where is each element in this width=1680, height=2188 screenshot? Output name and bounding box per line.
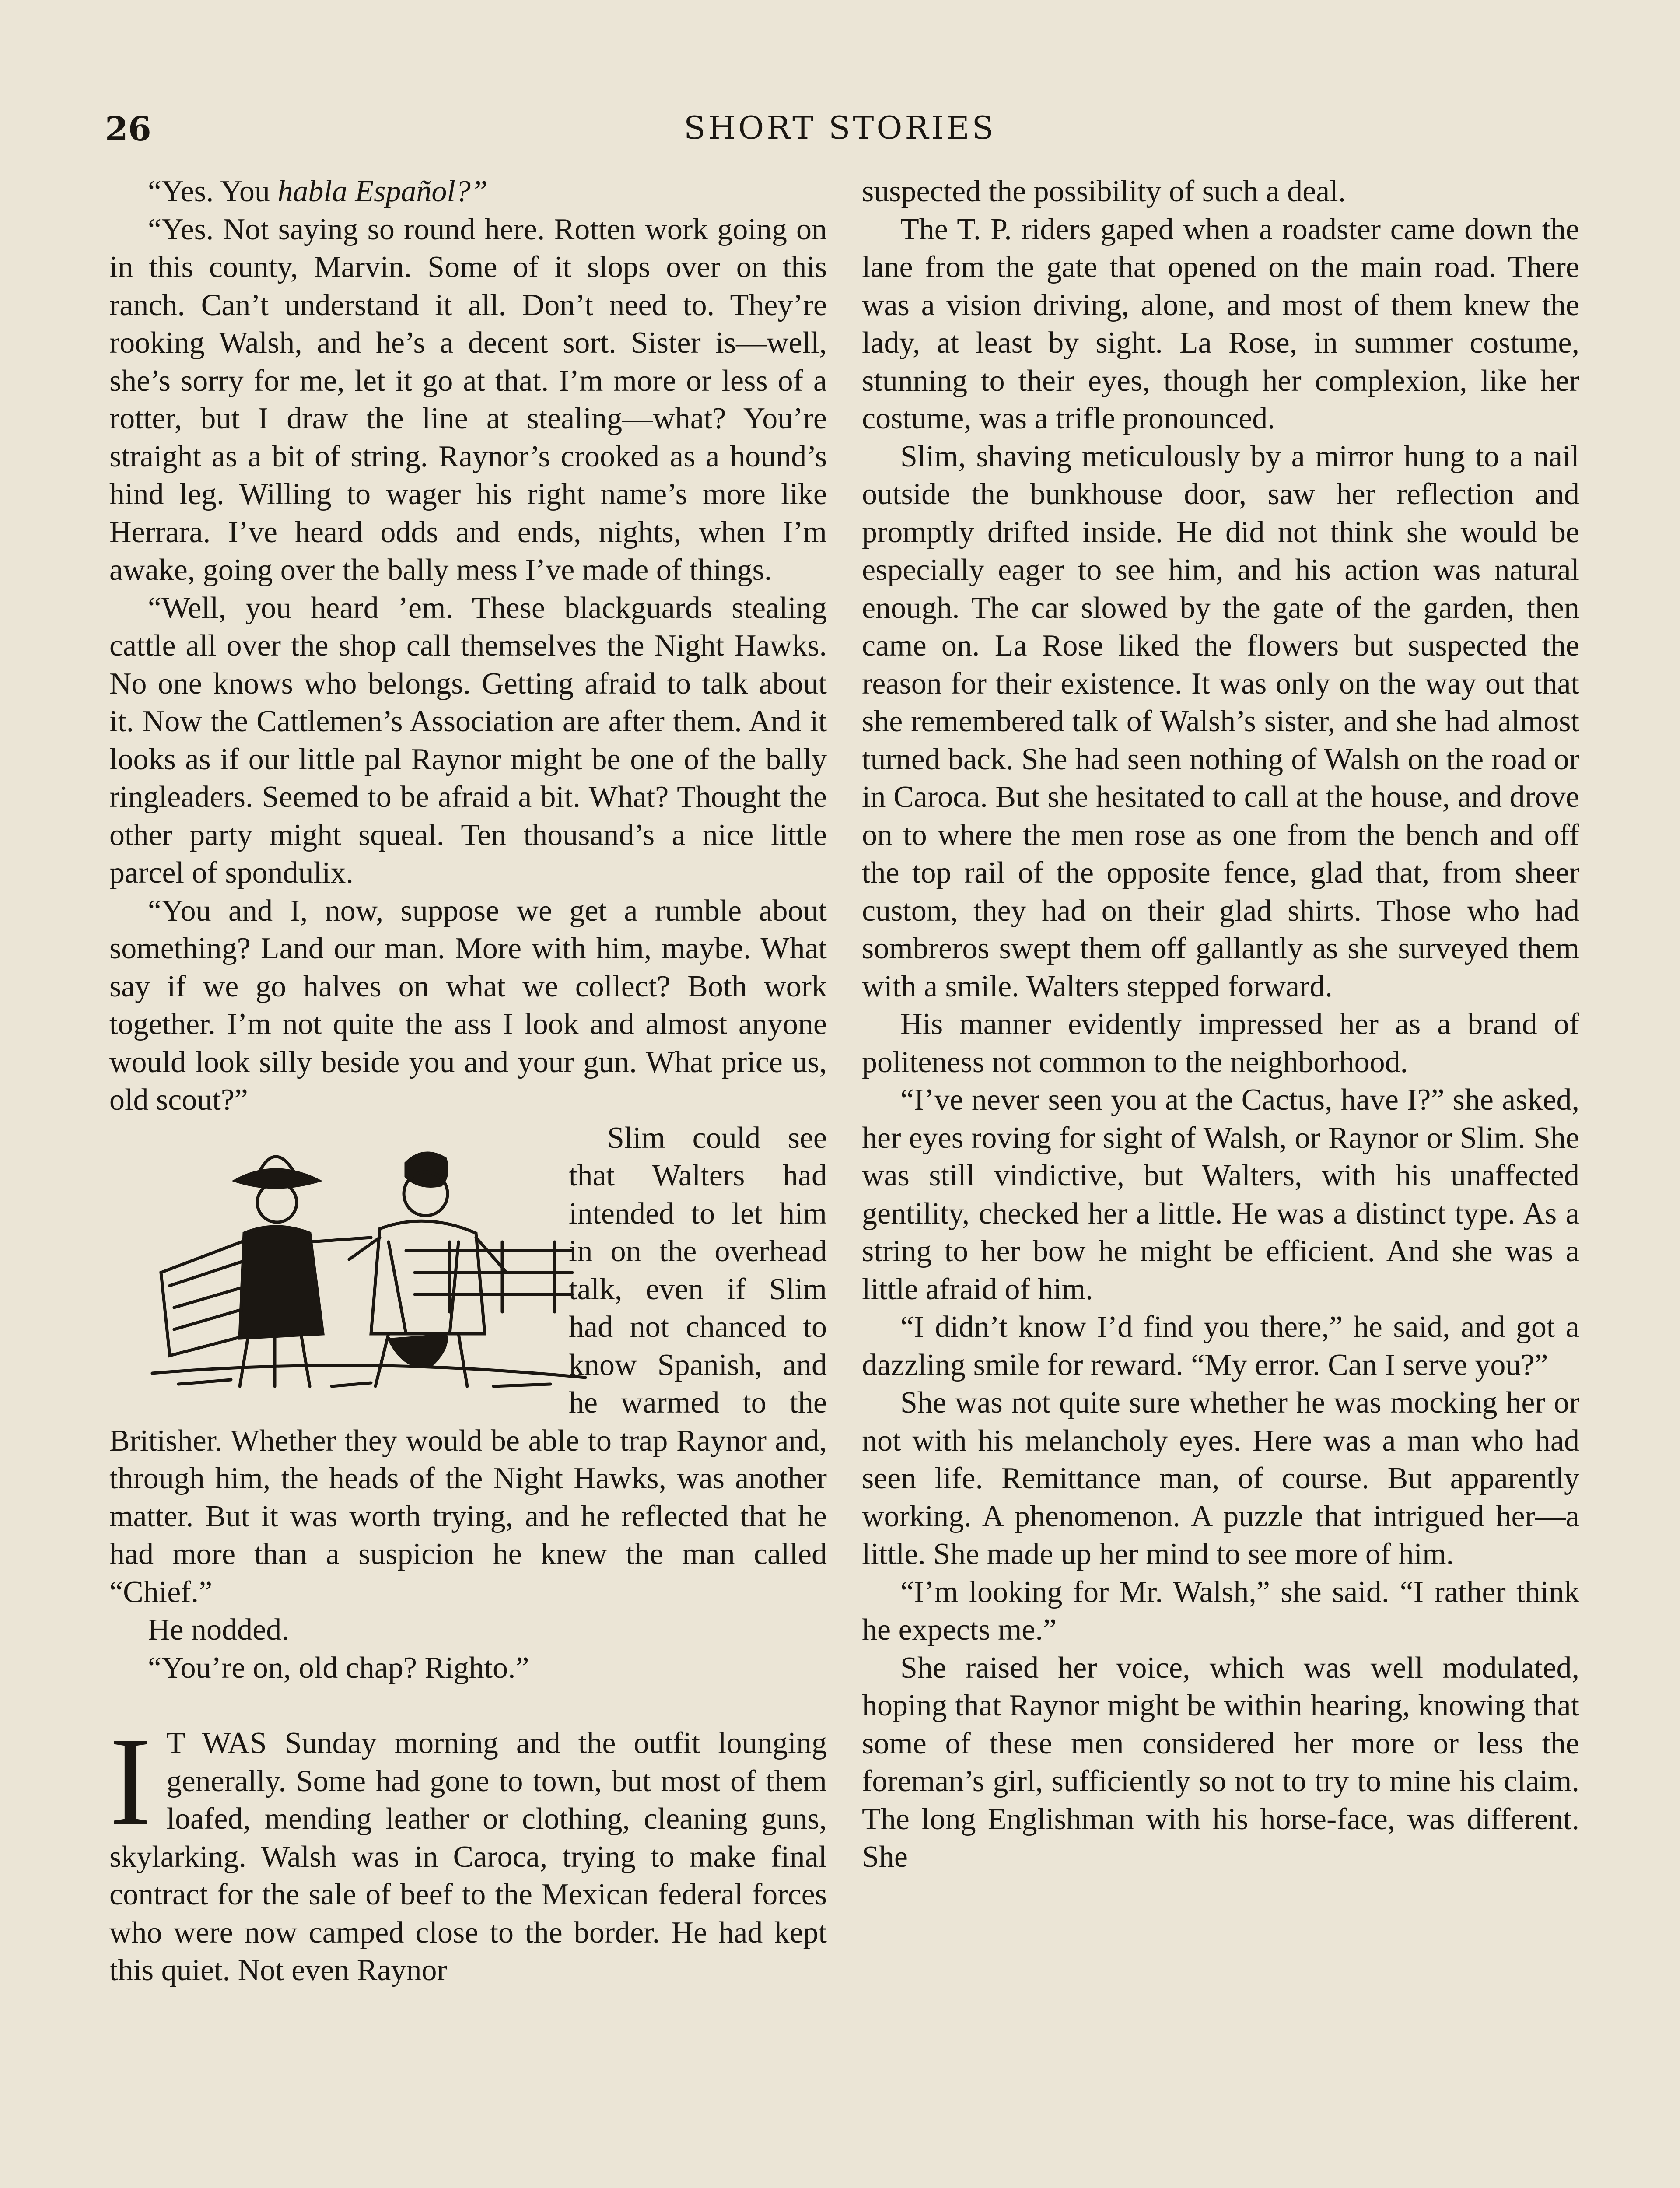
dialogue-text: “Yes. You: [148, 175, 278, 208]
cowboys-illustration: [105, 1128, 556, 1391]
page-number: 26: [105, 109, 151, 148]
paragraph: “I’ve never seen you at the Cactus, have I?” she asked, her eyes roving for sight of Walsh, or Raynor or Slim. She was still vindictive, but Walters, with his unaffected gentility, checked her a little. He was a distinct type. As a string to her bow he might be efficient. And she was a little afraid of him.: [862, 1083, 1579, 1306]
paragraph: [109, 173, 827, 211]
paragraph: His manner evidently impressed her as a brand of politeness not common to the neighborhood.: [862, 1007, 1579, 1079]
left-column: [109, 173, 827, 2188]
paragraph: The T. P. riders gaped when a roadster came down the lane from the gate that opened on the main road. There was a vision driving, alone, and most of them knew the lady, at least by sight. La Rose, in summer costume, stunning to their eyes, though her complexion, like her costume, was a trifle pronounced.: [862, 212, 1579, 435]
paragraph: “I didn’t know I’d find you there,” he said, and got a dazzling smile for reward. “My error. Can I serve you?”: [862, 1310, 1579, 1382]
magazine-title: SHORT STORIES: [684, 109, 996, 146]
paragraph: “You’re on, old chap? Righto.”: [148, 1651, 529, 1685]
paragraph-text: Slim could see that Walters had intended to let him in on the overhead talk, even if Slim had not chanced to know Spanish, and he warmed to the Britisher. Whether they would be able to trap Raynor and, through him, the heads of the Night Hawks, was another matter. But it was worth trying, and he reflected that he had more than a suspicion he knew the man called “Chief.”: [109, 1121, 827, 1609]
right-column: [862, 173, 1579, 2188]
paragraph-with-illustration: [109, 1119, 827, 1612]
paragraph: “Yes. Not saying so round here. Rotten work going on in this county, Marvin. Some of it slops over on this ranch. Can’t understand it all. Don’t need to. They’re rooking Walsh, and he’s a decent sort. Sister is—well, she’s sorry for me, let it go at that. I’m more or less of a rotter, but I draw the line at stealing—what? You’re straight as a bit of string. Raynor’s crooked as a hound’s hind leg. Willing to wager his right name’s more like Herrara. I’ve heard odds and ends, nights, when I’m awake, going over the bally mess I’ve made of things.: [109, 212, 827, 587]
paragraph: “I’m looking for Mr. Walsh,” she said. “I rather think he expects me.”: [862, 1575, 1579, 1647]
paragraph: “Well, you heard ’em. These blackguards stealing cattle all over the shop call themselves the Night Hawks. No one knows who belongs. Getting afraid to talk about it. Now the Cattlemen’s Association are after them. And it looks as if our little pal Raynor might be one of the bally ringleaders. Seemed to be afraid a bit. What? Thought the other party might squeal. Ten thousand’s a nice little parcel of spondulix.: [109, 591, 827, 890]
paragraph: “You and I, now, suppose we get a rumble about something? Land our man. More with him, maybe. What say if we go halves on what we collect? Both work together. I’m not quite the ass I look and almost anyone would look silly beside you and your gun. What price us, old scout?”: [109, 894, 827, 1117]
paragraph: He nodded.: [148, 1613, 289, 1647]
paragraph: She was not quite sure whether he was mocking her or not with his melancholy eyes. Here was a man who had seen life. Remittance man, of course. But apparently working. A phenomenon. A puzzle that intrigued her—a little. She made up her mind to see more of him.: [862, 1386, 1579, 1571]
paragraph: suspected the possibility of such a deal.: [862, 175, 1346, 208]
italic-spanish-text: habla Español?”: [277, 175, 488, 208]
drop-cap: I: [109, 1711, 152, 1851]
paragraph: She raised her voice, which was well modulated, hoping that Raynor might be within hearing, knowing that some of these men considered her more or less the foreman’s girl, sufficiently so not to try to mine his claim. The long Englishman with his horse-face, was different. She: [862, 1651, 1579, 1874]
running-head: [105, 109, 1575, 171]
paragraph-text: T WAS Sunday morning and the outfit lounging generally. Some had gone to town, but most of them loafed, mending leather or clothing, cleaning guns, skylarking. Walsh was in Caroca, trying to make final contract for the sale of beef to the Mexican federal forces who were now camped close to the border. He had kept this quiet. Not even Raynor: [109, 1726, 827, 1987]
section-opening-paragraph: [109, 1711, 827, 1990]
paragraph: Slim, shaving meticulously by a mirror hung to a nail outside the bunkhouse door, saw her reflection and promptly drifted inside. He did not think she would be especially eager to see him, and his action was natural enough. The car slowed by the gate of the garden, then came on. La Rose liked the flowers but suspected the reason for their existence. It was only on the way out that she remembered talk of Walsh’s sister, and she had almost turned back. She had seen nothing of Walsh on the road or in Caroca. But she hesitated to call at the house, and drove on to where the men rose as one from the bench and off the top rail of the opposite fence, glad that, from sheer custom, they had on their glad shirts. Those who had sombreros swept them off gallantly as she surveyed them with a smile. Walters stepped forward.: [862, 439, 1579, 1003]
section-break: [109, 1687, 827, 1725]
